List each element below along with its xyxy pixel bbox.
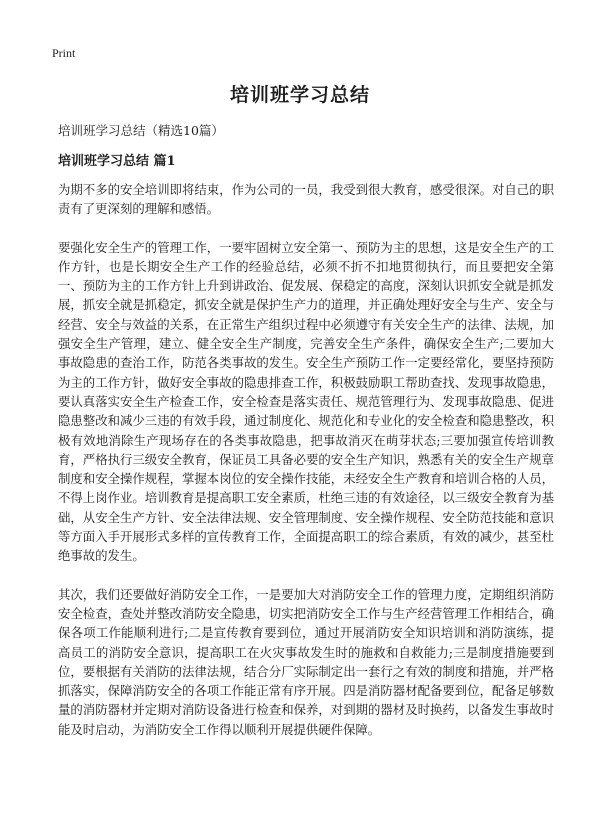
paragraph-safety-management: 要强化安全生产的管理工作，一要牢固树立安全第一、预防为主的思想，这是安全生产的工作方针，也是长期安全生产工作的经验总结，必须不折不扣地贯彻执行，而且要把安全第一、预防为主的工作方针上升到讲政治、促发展、保稳定的高度，深刻认识抓安全就是抓发展，抓安全就是抓稳定，抓安全就是保护生产力的道理，并正确处理好安全与生产、安全与经营、安全与效益的关系，在正常生产组织过程中必须遵守有关安全生产的法律、法规，加强安全生产管理，建立、健全安全生产制度，完善安全生产条件，确保安全生产;二要加大事故隐患的查治工作，防范各类事故的发生。安全生产预防工作一定要经常化，要坚持预防为主的工作方针，做好安全事故的隐患排查工作，积极鼓励职工帮助查找、发现事故隐患，要认真落实安全生产检查工作，安全检查是落实责任、规范管理行为、发现事故隐患、促进隐患整改和减少三违的有效手段，通过制度化、规范化和专业化的安全检查和隐患整改，积极有效地消除生产现场存在的各类事故隐患，把事故消灭在萌芽状态;三要加强宣传培训教育，严格执行三级安全教育，保证员工具备必要的安全生产知识，熟悉有关的安全生产规章制度和安全操作规程，掌握本岗位的安全操作技能，未经安全生产教育和培训合格的人员，不得上岗作业。培训教育是提高职工安全素质，杜绝三违的有效途径，以三级安全教育为基础，从安全生产方针、安全法律法规、安全管理制度、安全操作规程、安全防范技能和意识等方面入手开展形式多样的宣传教育工作，全面提高职工的综合素质，有效的减少，甚至杜绝事故的发生。 <box>58 239 554 564</box>
print-label[interactable]: Print <box>52 46 76 60</box>
document-body <box>58 180 554 758</box>
section-heading: 培训班学习总结 篇1 <box>58 154 176 169</box>
paragraph-fire-safety: 其次，我们还要做好消防安全工作，一是要加大对消防安全工作的管理力度，定期组织消防安全检查，查处并整改消防安全隐患，切实把消防安全工作与生产经营管理工作相结合，确保各项工作能顺利进行;二是宣传教育要到位，通过开展消防安全知识培训和消防演练，提高员工的消防安全意识，提高职工在火灾事故发生时的施救和自救能力;三是制度措施要到位，要根据有关消防的法律法规，结合分厂实际制定出一套行之有效的制度和措施，并严格抓落实，保障消防安全的各项工作能正常有序开展。四是消防器材配备要到位，配备足够数量的消防器材并定期对消防设备进行检查和保养，对到期的器材及时换药，以备发生事故时能及时启动，为消防安全工作得以顺利开展提供硬件保障。 <box>58 586 554 737</box>
paragraph-intro: 为期不多的安全培训即将结束，作为公司的一员，我受到很大教育，感受很深。对自己的职责有了更深刻的理解和感悟。 <box>58 182 554 217</box>
document-title: 培训班学习总结 <box>229 84 370 106</box>
document-subtitle: 培训班学习总结（精选10篇） <box>58 123 224 138</box>
